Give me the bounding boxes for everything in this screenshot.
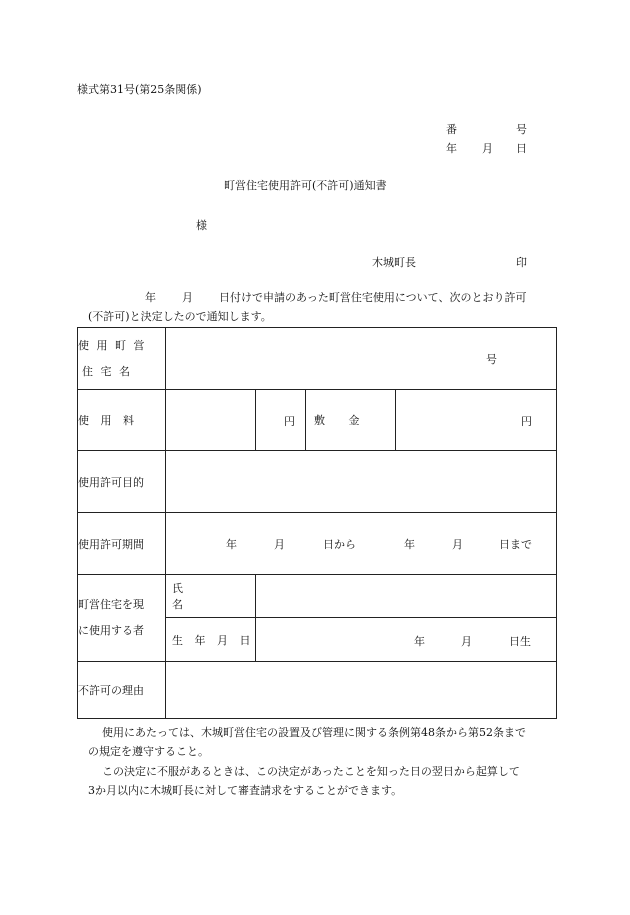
period-field[interactable] <box>166 513 557 575</box>
occupant-label: 町営住宅を現 に使用する者 <box>78 575 166 662</box>
housing-name-field[interactable] <box>166 328 557 390</box>
intro-line-1 <box>145 291 526 305</box>
dob-month: 月 <box>461 635 472 648</box>
dob-day: 日生 <box>509 635 531 648</box>
deposit-field[interactable] <box>396 390 557 451</box>
number-label: 番 <box>446 123 457 136</box>
date-day: 日 <box>516 142 527 155</box>
deposit-unit: 円 <box>521 415 532 428</box>
note-2-line-2: 3か月以内に木城町長に対して審査請求をすることができます。 <box>88 784 403 797</box>
period-end-month: 月 <box>452 538 463 551</box>
dob-year: 年 <box>414 635 425 648</box>
occupant-name-row <box>78 575 557 618</box>
note-2-line-1: この決定に不服があるときは、この決定があったことを知った日の翌日から起算して <box>102 765 520 778</box>
date-month: 月 <box>482 142 493 155</box>
fee-unit: 円 <box>284 415 295 428</box>
fee-row <box>78 390 557 451</box>
permit-table <box>77 327 557 719</box>
intro-line-1-rest: 日付けで申請のあった町営住宅使用について、次のとおり許可 <box>219 291 527 304</box>
date-year: 年 <box>446 142 457 155</box>
period-row <box>78 513 557 575</box>
number-suffix: 号 <box>516 123 527 136</box>
intro-year: 年 <box>145 291 156 304</box>
refusal-field[interactable] <box>166 662 557 719</box>
period-start-day: 日から <box>323 538 356 551</box>
seal-mark: 印 <box>516 256 527 269</box>
period-label: 使用許可期間 <box>78 513 166 575</box>
intro-line-2: (不許可)と決定したので通知します。 <box>88 310 272 323</box>
purpose-field[interactable] <box>166 451 557 513</box>
note-1-line-1: 使用にあたっては、木城町営住宅の設置及び管理に関する条例第48条から第52条まで <box>102 726 526 739</box>
name-label: 氏 名 <box>166 575 256 618</box>
addressee-suffix: 様 <box>196 219 207 232</box>
refusal-label: 不許可の理由 <box>78 662 166 719</box>
purpose-label: 使用許可目的 <box>78 451 166 513</box>
period-end-year: 年 <box>404 538 415 551</box>
name-field[interactable] <box>256 575 557 618</box>
housing-name-label: 使 用 町 営 住 宅 名 <box>78 328 166 390</box>
document-title: 町営住宅使用許可(不許可)通知書 <box>224 179 387 192</box>
deposit-label: 敷 金 <box>306 390 396 451</box>
period-start-month: 月 <box>274 538 285 551</box>
fee-label: 使 用 料 <box>78 390 166 451</box>
period-start-year: 年 <box>226 538 237 551</box>
form-number: 様式第31号(第25条関係) <box>77 83 202 96</box>
purpose-row <box>78 451 557 513</box>
housing-name-unit: 号 <box>486 353 497 366</box>
fee-field[interactable] <box>166 390 295 451</box>
fee-field-ext[interactable] <box>256 390 306 451</box>
housing-name-row <box>78 328 557 390</box>
issuer-name: 木城町長 <box>372 256 416 269</box>
dob-label: 生 年 月 日 <box>166 618 256 662</box>
refusal-row <box>78 662 557 719</box>
note-1-line-2: の規定を遵守すること。 <box>88 745 209 758</box>
intro-month: 月 <box>182 291 193 304</box>
dob-field[interactable] <box>256 618 557 662</box>
period-end-day: 日まで <box>499 538 532 551</box>
